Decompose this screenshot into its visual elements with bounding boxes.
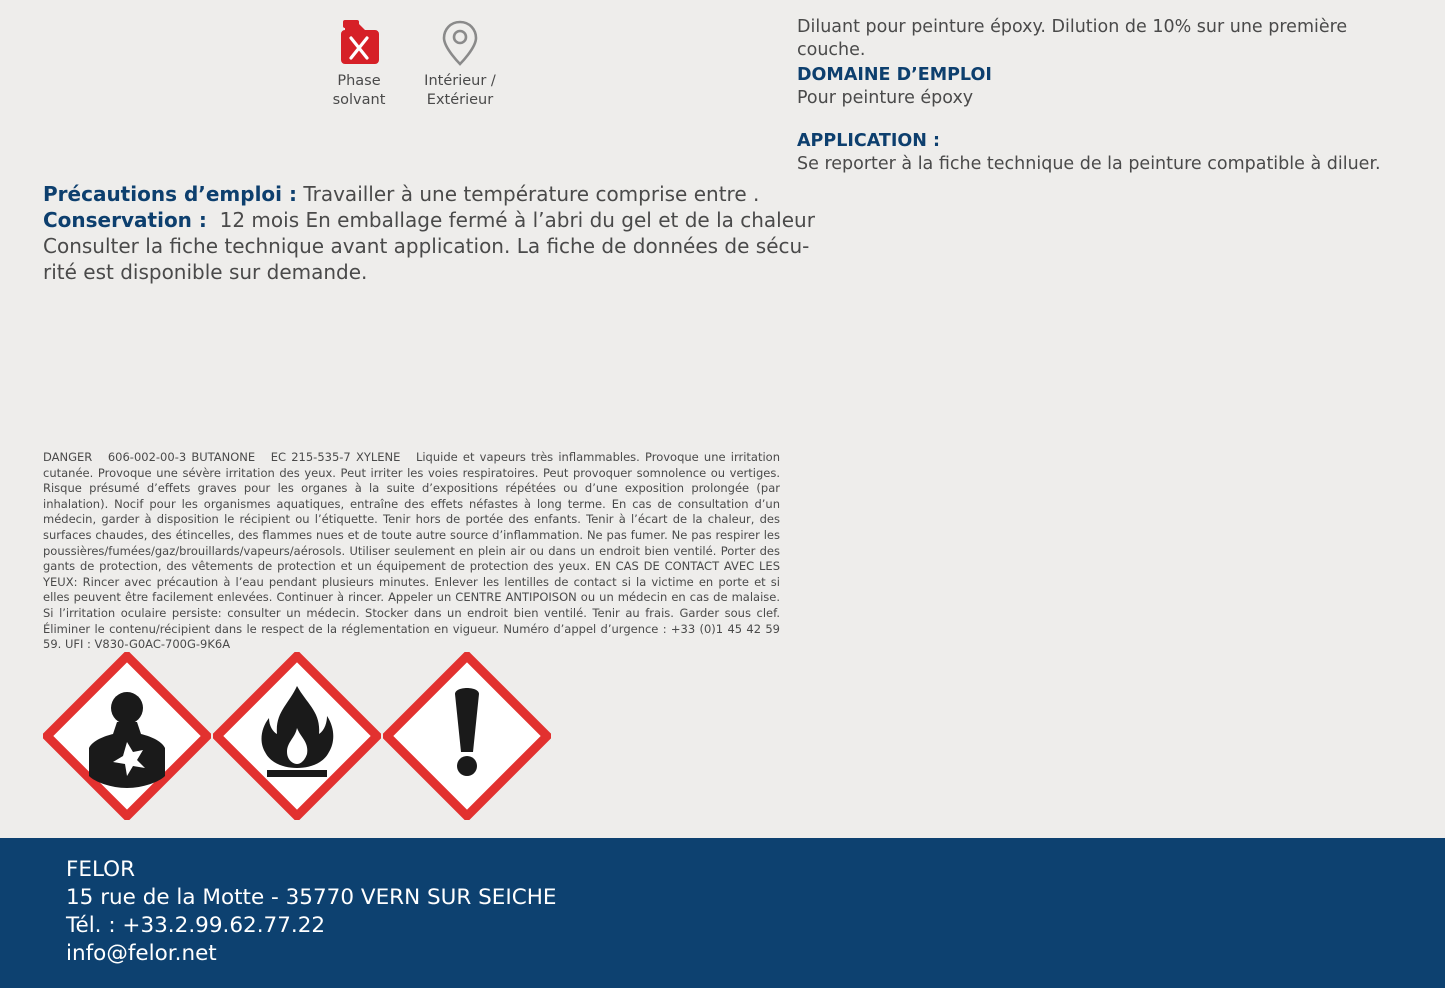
- location-label-1: Intérieur /: [424, 73, 496, 89]
- application-text: Se reporter à la fiche technique de la peinture compatible à diluer.: [797, 154, 1381, 174]
- company-phone: Tél. : +33.2.99.62.77.22: [66, 913, 326, 938]
- exclamation-pictogram: [383, 652, 551, 820]
- ghs-pictograms: [43, 652, 553, 820]
- health-hazard-pictogram: [43, 652, 211, 820]
- domain-heading: DOMAINE D’EMPLOI: [797, 65, 992, 85]
- solvent-label-1: Phase: [337, 73, 381, 89]
- danger-statement: DANGER 606-002-00-3 BUTANONE EC 215-535-7 XYLENE Liquide et vapeurs très inflammables. Provoque une irritation cutanée. Provoque une sévère irritation des yeux. Peut irriter les voies respiratoires. Peut provoquer somnolence ou vertiges. Risque présumé d’effets graves pour les organes à la suite d’expositions répétées ou d’une exposition prolongée (par inhalation). Nocif pour les organismes aquatiques, entraîne des effets néfastes à long terme. En cas de consultation d’un médecin, garder à disposition le récipient ou l’étiquette. Tenir hors de portée des enfants. Tenir à l’écart de la chaleur, des surfaces chaudes, des étincelles, des flammes nues et de toute autre source d’inflammation. Ne pas fumer. Ne pas respirer les poussières/fumées/gaz/brouillards/vapeurs/aérosols. Utiliser seulement en plein air ou dans un endroit bien ventilé. Porter des gants de protection, des vêtements de protection et un équipement de protection des yeux. EN CAS DE CONTACT AVEC LES YEUX: Rincer avec précaution à l’eau pendant plusieurs minutes. Enlever les lentilles de contact si la victime en porte et si elles peuvent être facilement enlevées. Continuer à rincer. Appeler un CENTRE ANTIPOISON ou un médecin en cas de malaise. Si l’irritation oculaire persiste: consulter un médecin. Stocker dans un endroit bien ventilé. Tenir au frais. Garder sous clef. Éliminer le contenu/récipient dans le respect de la réglementation en vigueur. Numéro d’appel d’urgence : +33 (0)1 45 42 59 59. UFI : V830-G0AC-700G-9K6A: [43, 450, 784, 652]
- product-description: Diluant pour peinture époxy. Dilution de 10% sur une première couche.: [797, 17, 1348, 60]
- conservation-text: 12 mois En emballage fermé à l’abri du gel et de la chaleur: [206, 208, 815, 232]
- flammable-pictogram: [213, 652, 381, 820]
- product-description-panel: [797, 16, 1417, 176]
- company-email[interactable]: info@felor.net: [66, 941, 217, 966]
- company-address: 15 rue de la Motte - 35770 VERN SUR SEICHE: [66, 885, 557, 910]
- company-footer: [0, 838, 1445, 988]
- company-name: FELOR: [66, 857, 136, 882]
- precautions-line3: Consulter la fiche technique avant application. La fiche de données de sécu-: [43, 234, 810, 258]
- solvent-jerrycan-icon: [337, 20, 381, 66]
- precautions-block: [43, 181, 815, 285]
- usage-location-block: [418, 20, 502, 110]
- solvent-phase-block: [326, 20, 392, 110]
- domain-text: Pour peinture époxy: [797, 88, 974, 108]
- conservation-label: Conservation :: [43, 208, 207, 232]
- location-label-2: Extérieur: [426, 92, 494, 108]
- precautions-line4: rité est disponible sur demande.: [43, 260, 368, 284]
- location-pin-icon: [442, 20, 478, 66]
- solvent-label-2: solvant: [332, 92, 386, 108]
- product-icons: [326, 20, 502, 110]
- application-heading: APPLICATION :: [797, 131, 940, 151]
- precautions-text: Travailler à une température comprise entre .: [296, 182, 760, 206]
- precautions-label: Précautions d’emploi :: [43, 182, 297, 206]
